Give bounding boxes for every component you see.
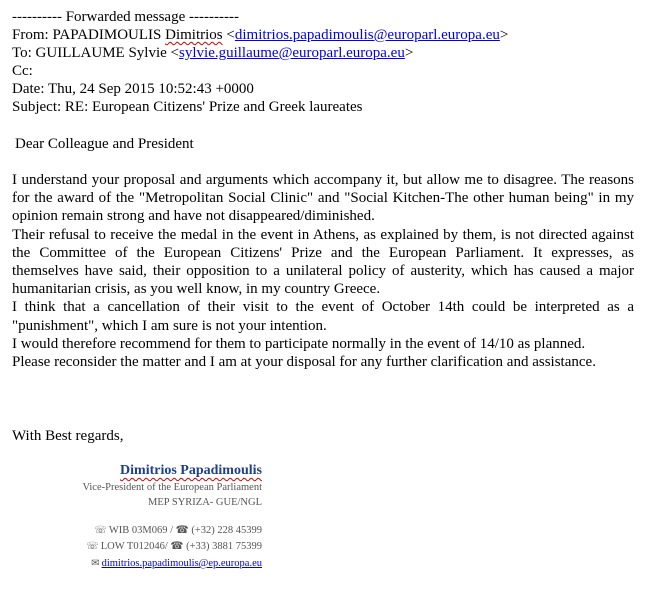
from-label: From: [12, 27, 53, 43]
office-phone-icon: ☏ [94, 525, 107, 536]
forwarded-marker: ---------- Forwarded message ---------- [12, 9, 239, 25]
body-paragraph: Please reconsider the matter and I am at your disposal for any further clarification and assistance. [12, 354, 596, 371]
cc-line: Cc: [12, 63, 33, 79]
body-paragraph: I would therefore recommend for them to participate normally in the event of 14/10 as planned. [12, 335, 586, 352]
signature-phone-brussels [0, 524, 262, 538]
office-phone-icon: ☏ [86, 541, 99, 552]
subject-line: Subject: RE: European Citizens' Prize and Greek laureates [12, 99, 363, 115]
closing: With Best regards, [12, 428, 124, 445]
phone-brussels-text: WIB 03M069 / ☎ (+32) 228 45399 [108, 525, 262, 536]
to-label: To: [12, 45, 36, 61]
to-name: GUILLAUME Sylvie [35, 45, 167, 61]
from-name-last: Dimitrios [165, 27, 223, 43]
signature-title: Vice-President of the European Parliament [82, 482, 262, 493]
to-email-close: > [404, 45, 414, 61]
body-paragraph: I understand your proposal and arguments which accompany it, but allow me to disagree. The reasons for the award of the "Metropolitan Social Clinic" and "Social Kitchen-The other human being" in my opinion remain strong and have not disappeared/diminished. [12, 172, 634, 225]
from-name-first: PAPADIMOULIS [52, 27, 166, 43]
signature-mep: MEP SYRIZA- GUE/NGL [148, 497, 262, 508]
greeting: Dear Colleague and President [15, 136, 194, 152]
from-line [12, 26, 640, 44]
message-body [12, 171, 634, 371]
from-email-open: < [222, 27, 235, 43]
email-document [12, 8, 640, 445]
date-line: Date: Thu, 24 Sep 2015 10:52:43 +0000 [12, 81, 254, 97]
from-email-close: > [499, 27, 509, 43]
signature-name-text: Dimitrios Papadimoulis [120, 463, 262, 478]
signature-phone-strasbourg [0, 540, 262, 554]
envelope-icon: ✉ [91, 558, 100, 569]
body-paragraph: Their refusal to receive the medal in the event in Athens, as explained by them, is not directed against the Committee of the European Citizens' Prize and the European Parliament. It expresses, as themselves have said, their opposition to a unilateral policy of austerity, which has caused a major humanitarian crisis, as you well know, in my country Greece. [12, 226, 634, 298]
body-paragraph: I think that a cancellation of their visit to the event of October 14th could be interpreted as a "punishment", which I am sure is not your intention. [12, 299, 634, 334]
to-email-link[interactable]: sylvie.guillaume@europarl.europa.eu [179, 45, 405, 61]
to-email-open: < [166, 45, 180, 61]
signature-name [0, 463, 262, 479]
to-line [12, 44, 640, 62]
signature-email-link[interactable]: dimitrios.papadimoulis@ep.europa.eu [101, 558, 262, 569]
phone-strasbourg-text: LOW T012046/ ☎ (+33) 3881 75399 [100, 541, 262, 552]
signature-email [0, 557, 262, 571]
from-email-link[interactable]: dimitrios.papadimoulis@europarl.europa.eu [234, 27, 500, 43]
